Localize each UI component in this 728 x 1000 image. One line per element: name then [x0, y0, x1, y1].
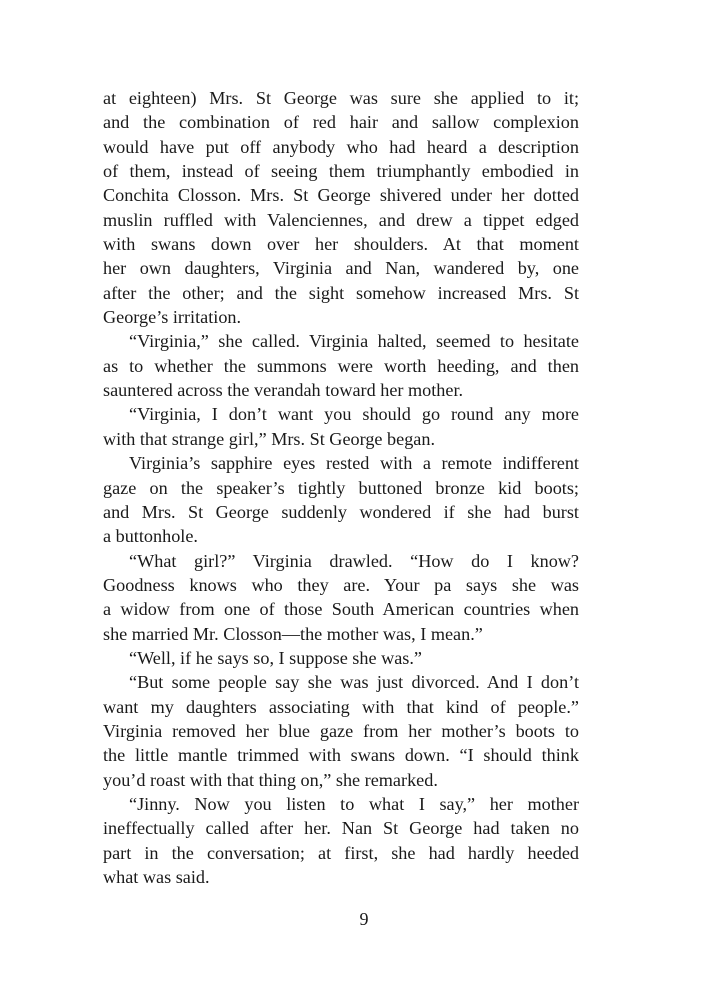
paragraph: [103, 792, 579, 889]
paragraph: [103, 329, 579, 402]
text-line: Goodness knows who they are. Your pa says she was: [103, 574, 579, 595]
text-line: “Jinny. Now you listen to what I say,” her mother: [129, 793, 579, 814]
text-line: a buttonhole.: [103, 526, 198, 547]
text-line: you’d roast with that thing on,” she remarked.: [103, 769, 438, 790]
text-line: muslin ruffled with Valenciennes, and drew a tippet edged: [103, 209, 579, 230]
text-line: “Virginia, I don’t want you should go round any more: [129, 404, 579, 425]
text-line: George’s irritation.: [103, 307, 242, 328]
text-line: “But some people say she was just divorced. And I don’t: [129, 672, 579, 693]
text-line: part in the conversation; at first, she had hardly heeded: [103, 842, 579, 863]
text-line: would have put off anybody who had heard a description: [103, 136, 579, 157]
text-line: gaze on the speaker’s tightly buttoned bronze kid boots;: [103, 477, 579, 498]
text-line: and Mrs. St George suddenly wondered if she had burst: [103, 501, 579, 522]
text-line: the little mantle trimmed with swans down. “I should think: [103, 745, 579, 766]
body-text: [103, 86, 579, 889]
text-line: with that strange girl,” Mrs. St George began.: [103, 428, 436, 449]
text-line: and the combination of red hair and sallow complexion: [103, 112, 579, 133]
text-line: Virginia’s sapphire eyes rested with a remote indifferent: [129, 453, 579, 474]
text-line: with swans down over her shoulders. At that moment: [103, 234, 579, 255]
text-line: of them, instead of seeing them triumphantly embodied in: [103, 161, 579, 182]
text-line: Virginia removed her blue gaze from her mother’s boots to: [103, 720, 579, 741]
text-line: she married Mr. Closson—the mother was, I mean.”: [103, 623, 483, 644]
paragraph: [103, 646, 579, 670]
text-line: a widow from one of those South American countries when: [103, 599, 579, 620]
text-line: at eighteen) Mrs. St George was sure she applied to it;: [103, 88, 579, 108]
text-line: sauntered across the verandah toward her mother.: [103, 380, 464, 401]
text-line: “What girl?” Virginia drawled. “How do I know?: [129, 550, 579, 571]
paragraph: [103, 549, 579, 646]
text-line: after the other; and the sight somehow increased Mrs. St: [103, 282, 579, 303]
paragraph: [103, 451, 579, 548]
paragraph: [103, 670, 579, 792]
text-line: “Virginia,” she called. Virginia halted, seemed to hesitate: [129, 331, 579, 352]
text-line: what was said.: [103, 867, 210, 887]
text-line: “Well, if he says so, I suppose she was.”: [129, 647, 423, 668]
page-number: 9: [359, 909, 369, 929]
text-line: her own daughters, Virginia and Nan, wandered by, one: [103, 258, 579, 279]
text-line: as to whether the summons were worth heeding, and then: [103, 355, 579, 376]
text-line: want my daughters associating with that kind of people.”: [103, 696, 579, 717]
text-line: ineffectually called after her. Nan St George had taken no: [103, 818, 579, 839]
paragraph: [103, 86, 579, 329]
paragraph: [103, 402, 579, 451]
text-line: Conchita Closson. Mrs. St George shivered under her dotted: [103, 185, 579, 206]
